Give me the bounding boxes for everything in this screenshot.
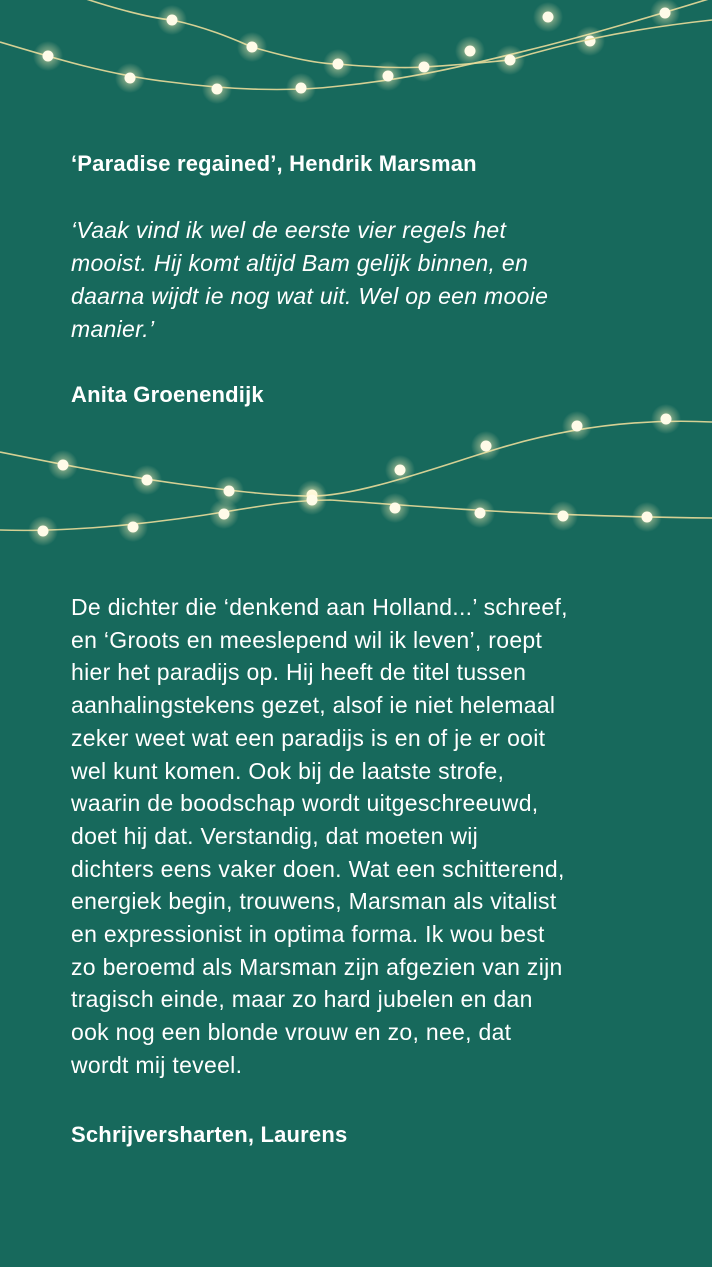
string-lights-middle [0, 400, 712, 550]
quote-line: mooist. Hij komt altijd Bam gelijk binnen, en [71, 250, 529, 276]
commentary-line: doet hij dat. Verstandig, dat moeten wij [71, 822, 479, 849]
light-bulb [157, 5, 187, 35]
commentary-line: zo beroemd als Marsman zijn afgezien van zijn [71, 953, 563, 980]
commentary-line: aanhalingstekens gezet, alsof ie niet helemaal [71, 692, 556, 719]
light-bulb [548, 501, 578, 531]
light-bulb [132, 465, 162, 495]
light-bulb [495, 45, 525, 75]
light-wire [0, 500, 712, 530]
light-bulb [380, 493, 410, 523]
commentary-line: energiek begin, trouwens, Marsman als vitalist [71, 888, 557, 915]
light-bulb [118, 512, 148, 542]
light-wire [60, 0, 712, 68]
commentary-line: tragisch einde, maar zo hard jubelen en dan [71, 986, 533, 1013]
light-bulb [48, 450, 78, 480]
light-bulb [202, 74, 232, 104]
poem-title: ‘Paradise regained’, Hendrik Marsman [71, 151, 477, 176]
quote-text [71, 214, 651, 346]
string-lights-top [0, 0, 712, 120]
quote-author: Anita Groenendijk [71, 382, 264, 407]
signature: Schrijversharten, Laurens [71, 1122, 348, 1147]
quote-line: daarna wijdt ie nog wat uit. Wel op een mooie [71, 283, 549, 309]
light-bulb [651, 404, 681, 434]
light-bulb [465, 498, 495, 528]
commentary-line: De dichter die ‘denkend aan Holland...’ schreef, [71, 594, 568, 620]
light-bulb [562, 411, 592, 441]
light-wire [0, 421, 712, 496]
light-bulb [115, 63, 145, 93]
light-bulb [28, 516, 58, 546]
light-bulb [237, 32, 267, 62]
quote-line: ‘Vaak vind ik wel de eerste vier regels het [71, 217, 507, 243]
quote-line: manier.’ [71, 316, 155, 342]
commentary-line: ook nog een blonde vrouw en zo, nee, dat [71, 1019, 512, 1046]
commentary-line: dichters eens vaker doen. Wat een schitterend, [71, 855, 565, 882]
light-bulb [297, 485, 327, 515]
light-bulb [471, 431, 501, 461]
commentary-line: wel kunt komen. Ook bij de laatste strofe, [71, 757, 505, 784]
light-bulb [373, 61, 403, 91]
commentary-line: hier het paradijs op. Hij heeft de titel tussen [71, 659, 527, 686]
light-wire [0, 0, 712, 89]
commentary-line: wordt mij teveel. [71, 1051, 243, 1078]
commentary-text [71, 591, 651, 1082]
light-bulb [533, 2, 563, 32]
light-bulb [385, 455, 415, 485]
light-bulb [323, 49, 353, 79]
light-bulb [409, 52, 439, 82]
light-bulb [286, 73, 316, 103]
commentary-line: en expressionist in optima forma. Ik wou best [71, 921, 545, 948]
light-bulb [33, 41, 63, 71]
commentary-line: en ‘Groots en meeslepend wil ik leven’, roept [71, 626, 543, 653]
light-bulb [455, 36, 485, 66]
light-bulb [209, 499, 239, 529]
light-bulb [632, 502, 662, 532]
commentary-line: zeker weet wat een paradijs is en of je er ooit [71, 724, 546, 751]
commentary-line: waarin de boodschap wordt uitgeschreeuwd, [71, 790, 539, 817]
